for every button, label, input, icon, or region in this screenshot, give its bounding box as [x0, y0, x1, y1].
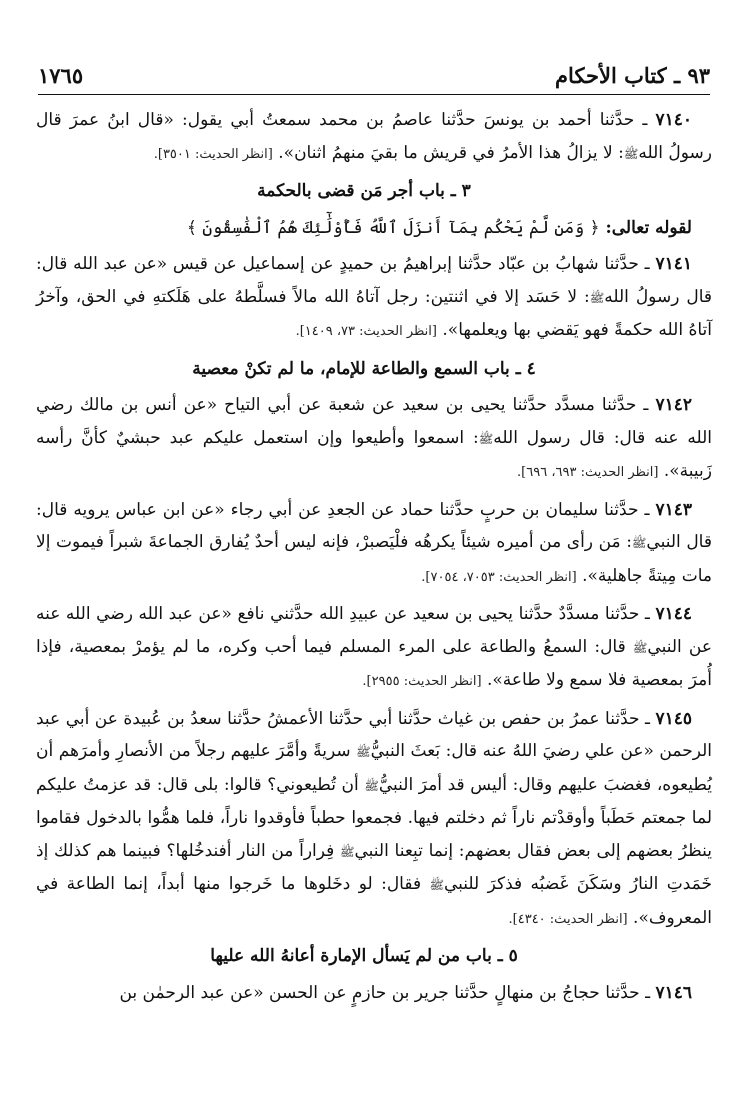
quran-verse-line: [36, 212, 712, 245]
hadith-7146: [36, 977, 712, 1010]
hadith-text: ـ حدَّثنا سليمان بن حربٍ حدَّثنا حماد عن الجعدِ عن أبي رجاء «عن ابن عباس يرويه قال: قال النبي: [36, 499, 712, 552]
hadith-text: سريةً وأمَّرَ عليهم رجلاً من الأنصارِ وأمرَهم أن يُطيعوه، فغضبَ عليهم وقال: أليس قد أمرَ النبيُّ: [36, 741, 712, 795]
salawat-glyph: ﷺ: [632, 640, 648, 655]
hadith-number: ٧١٤٢: [655, 395, 692, 415]
page-body: [36, 104, 712, 1013]
chapter-heading: ٣ ـ باب أجر مَن قضى بالحكمة: [257, 181, 471, 201]
hadith-text: قال: السمعُ والطاعة على المرء المسلم فيما أحب وكره، ما لم يؤمرْ بمعصية، فإذا أُمرَ بمعصية فلا سمع ولا طاعة».: [36, 636, 712, 690]
hadith-reference: [انظر الحديث: ٧٠٥٣، ٧٠٥٤].: [421, 569, 577, 585]
hadith-reference: [انظر الحديث: ٦٩٣، ٦٩٦].: [517, 465, 659, 480]
hadith-text: فِراراً من النار أفندخُلها؟ فبينما هم كذلك إذ خَمَدتِ النارُ وسَكَنَ غَضبُه فذكرَ للنبي: [36, 840, 712, 894]
hadith-7145: [36, 703, 712, 937]
salawat-glyph: ﷺ: [356, 745, 371, 759]
salawat-glyph: ﷺ: [631, 536, 647, 550]
header-rule: [38, 94, 710, 95]
hadith-text: ـ حدَّثنا مسدَّدٌ حدَّثنا يحيى بن سعيد عن عبيدِ الله حدَّثني نافع «عن عبد الله رضي الله عنه عن النبي: [36, 604, 712, 657]
hadith-7142: [36, 389, 712, 490]
hadith-text: : اسمعوا وأطيعوا وإن استعمل عليكم عبد حبشيٌ كأنَّ رأسه زَبيبة».: [36, 427, 712, 481]
hadith-text: فقال: لو دخَلوها ما خَرجوا منها أبداً، إنما الطاعة في المعروف».: [36, 874, 712, 928]
hadith-text: ـ حدَّثنا أحمد بن يونسَ حدَّثنا عاصمُ بن محمد سمعتُ أبي يقول: «قال ابنُ عمرَ قال رسولُ الله: [36, 110, 712, 163]
salawat-glyph: ﷺ: [429, 878, 444, 892]
hadith-number: ٧١٤٠: [655, 110, 692, 130]
hadith-text: : مَن رأى من أميره شيئاً يكرهُه فلْيَصبرْ، فإنه ليس أحدٌ يُفارق الجماعةَ شبراً فيموت إلا مات مِيتةً جاهلية».: [36, 532, 712, 586]
hadith-number: ٧١٤٣: [655, 499, 692, 520]
salawat-glyph: ﷺ: [623, 146, 639, 161]
page-number: ١٧٦٥: [38, 62, 84, 88]
hadith-text: أن تُطيعوني؟ قالوا: بلى قال: قد عزمتُ عليكم لما جمعتم حَطَباً وأوقدْتم ناراً ثم دخلتم فيها. فجمعوا حطباً فأوقدوا ناراً، فلما همُّوا بالدخول فقاموا ينظرُ بعضهم إلى بعض فقال بعضهم: إنما تبِعنا النبي: [36, 774, 712, 861]
hadith-text: ـ حدَّثنا حجاجُ بن منهالٍ حدَّثنا جرير بن حازمٍ عن الحسن «عن عبد الرحمٰن بن: [119, 982, 656, 1003]
hadith-number: ٧١٤٦: [655, 982, 692, 1003]
hadith-text: : لا يزالُ هذا الأمرُ في قريش ما بقيَ منهمُ اثنان».: [272, 142, 624, 163]
salawat-glyph: ﷺ: [589, 290, 605, 305]
hadith-reference: [انظر الحديث: ٤٣٤٠].: [508, 911, 628, 927]
hadith-reference: [انظر الحديث: ٣٥٠١].: [153, 146, 273, 162]
page-header: [38, 58, 710, 92]
hadith-7144: [36, 598, 712, 699]
hadith-reference: [انظر الحديث: ٧٣، ١٤٠٩].: [295, 324, 437, 339]
hadith-7141: [36, 248, 712, 349]
chapter-heading: ٥ ـ باب من لم يَسأل الإمارة أعانهُ الله عليها: [210, 946, 518, 966]
hadith-reference: [انظر الحديث: ٢٩٥٥].: [362, 674, 482, 689]
hadith-text: ـ حدَّثنا مسدَّد حدَّثنا يحيى بن سعيد عن شعبة عن أبي التياح «عن أنس بن مالك رضي الله عنه قال: قال رسول الله: [36, 395, 713, 448]
hadith-text: : لا حَسَد إلا في اثنتين: رجل آتاهُ الله مالاً فسلَّطهُ على هَلَكتهِ في الحق، وآخرُ آتاهُ الله حكمةً فهو يَقضي بها ويعلمها».: [36, 286, 712, 340]
hadith-text: ـ حدَّثنا عمرُ بن حفص بن غياث حدَّثنا أبي حدَّثنا الأعمشُ حدَّثنا سعدُ بن عُبيدة عن أبي عبد الرحمن «عن علي رضيَ اللهُ عنه قال: بَعثَ النبيُّ: [36, 708, 712, 761]
salawat-glyph: ﷺ: [478, 431, 494, 446]
hadith-number: ٧١٤٤: [655, 604, 692, 624]
hadith-7140: [36, 104, 712, 171]
hadith-text: ـ حدَّثنا شهابُ بن عبّاد حدَّثنا إبراهيمُ بن حميدٍ عن إسماعيل عن قيس «عن عبد الله قال: قال رسولُ الله: [36, 254, 712, 307]
chapter-heading: ٤ ـ باب السمع والطاعة للإمام، ما لم تكنْ معصية: [192, 358, 536, 379]
hadith-number: ٧١٤٥: [655, 708, 692, 729]
book-title: ٩٣ ـ كتاب الأحكام: [555, 62, 710, 88]
hadith-7143: [36, 494, 712, 595]
salawat-glyph: ﷺ: [364, 778, 379, 793]
verse-intro: لقوله تعالى:: [599, 217, 692, 238]
salawat-glyph: ﷺ: [340, 844, 355, 859]
hadith-number: ٧١٤١: [655, 254, 692, 274]
quran-verse: ﴿ وَمَن لَّمْ يَحْكُم بِمَآ أَنزَلَ ٱللَّهُ فَأُوْلَٰٓئِكَ هُمُ ٱلْفَٰسِقُونَ ﴾: [186, 217, 600, 238]
